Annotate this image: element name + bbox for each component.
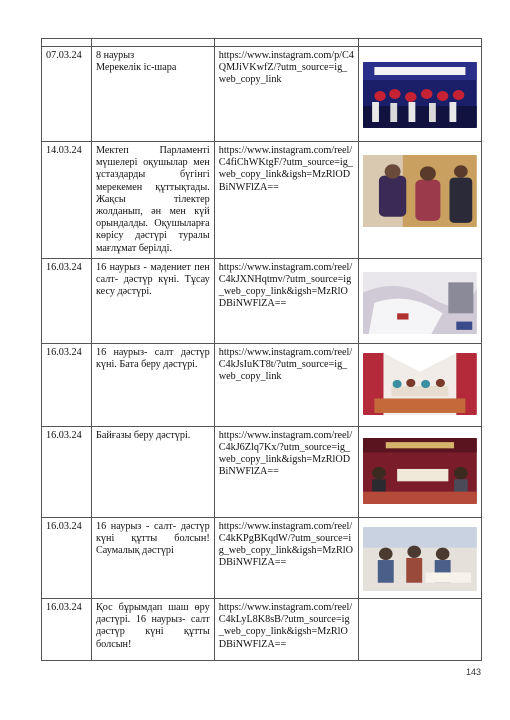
event-photo: [363, 527, 477, 591]
events-table: [41, 38, 482, 661]
table-row: [42, 142, 482, 259]
event-photo: [363, 353, 477, 415]
event-date: 14.03.24: [42, 142, 92, 259]
event-description: Мектеп Парламенті мүшелері оқушылар мен ұстаздарды бүгінгі мерекемен құттықтады. Жақсы тілектер жолданып, ән мен күй орындалды. Оқушыларға көрісу дәстүрі туралы мағлұмат берілді.: [91, 142, 214, 259]
empty-photo-cell: [359, 599, 482, 661]
table-top-row: [42, 39, 482, 47]
event-description: Қос бұрымдап шаш өру дәстүрі. 16 наурыз- салт дәстүр күні құтты болсын!: [91, 599, 214, 661]
event-date: 16.03.24: [42, 258, 92, 343]
event-date: 16.03.24: [42, 426, 92, 517]
event-date: 16.03.24: [42, 599, 92, 661]
instagram-link[interactable]: https://www.instagram.com/p/C4QMJiVKwfZ/?utm_source=ig_web_copy_link: [214, 47, 358, 142]
event-date: 16.03.24: [42, 517, 92, 598]
event-date: 16.03.24: [42, 343, 92, 426]
event-photo: [363, 62, 477, 128]
table-row: [42, 599, 482, 661]
event-photo: [363, 438, 477, 504]
event-photo: [363, 272, 477, 334]
event-date: 07.03.24: [42, 47, 92, 142]
event-photo: [363, 155, 477, 227]
table-row: [42, 426, 482, 517]
event-description: 8 наурыз Мерекелік іс-шара: [91, 47, 214, 142]
instagram-link[interactable]: https://www.instagram.com/reel/C4kJ6Zlq7Kx/?utm_source=ig_web_copy_link&igsh=MzRlODBiNWFlZA==: [214, 426, 358, 517]
table-row: [42, 517, 482, 598]
instagram-link[interactable]: https://www.instagram.com/reel/C4fiChWKtgF/?utm_source=ig_web_copy_link&igsh=MzRlODBiNWFlZA==: [214, 142, 358, 259]
event-description: 16 наурыз- салт дәстүр күні. Бата беру дәстүрі.: [91, 343, 214, 426]
instagram-link[interactable]: https://www.instagram.com/reel/C4kJXNHqtmv/?utm_source=ig_web_copy_link&igsh=MzRlODBiNWFlZA==: [214, 258, 358, 343]
event-description: Байғазы беру дәстүрі.: [91, 426, 214, 517]
event-description: 16 наурыз - мәдениет пен салт- дәстүр күні. Тұсау кесу дәстүрі.: [91, 258, 214, 343]
table-row: [42, 258, 482, 343]
instagram-link[interactable]: https://www.instagram.com/reel/C4kLyL8K8sB/?utm_source=ig_web_copy_link&igsh=MzRlODBiNWFlZA==: [214, 599, 358, 661]
instagram-link[interactable]: https://www.instagram.com/reel/C4kJsIuKT8t/?utm_source=ig_web_copy_link: [214, 343, 358, 426]
table-row: [42, 47, 482, 142]
page-number: 143: [466, 667, 482, 677]
table-row: [42, 343, 482, 426]
instagram-link[interactable]: https://www.instagram.com/reel/C4kKPgBKqdW/?utm_source=ig_web_copy_link&igsh=MzRlODBiNWFlZA==: [214, 517, 358, 598]
event-description: 16 наурыз - салт- дәстүр күні құтты болсын! Саумалық дәстүрі: [91, 517, 214, 598]
